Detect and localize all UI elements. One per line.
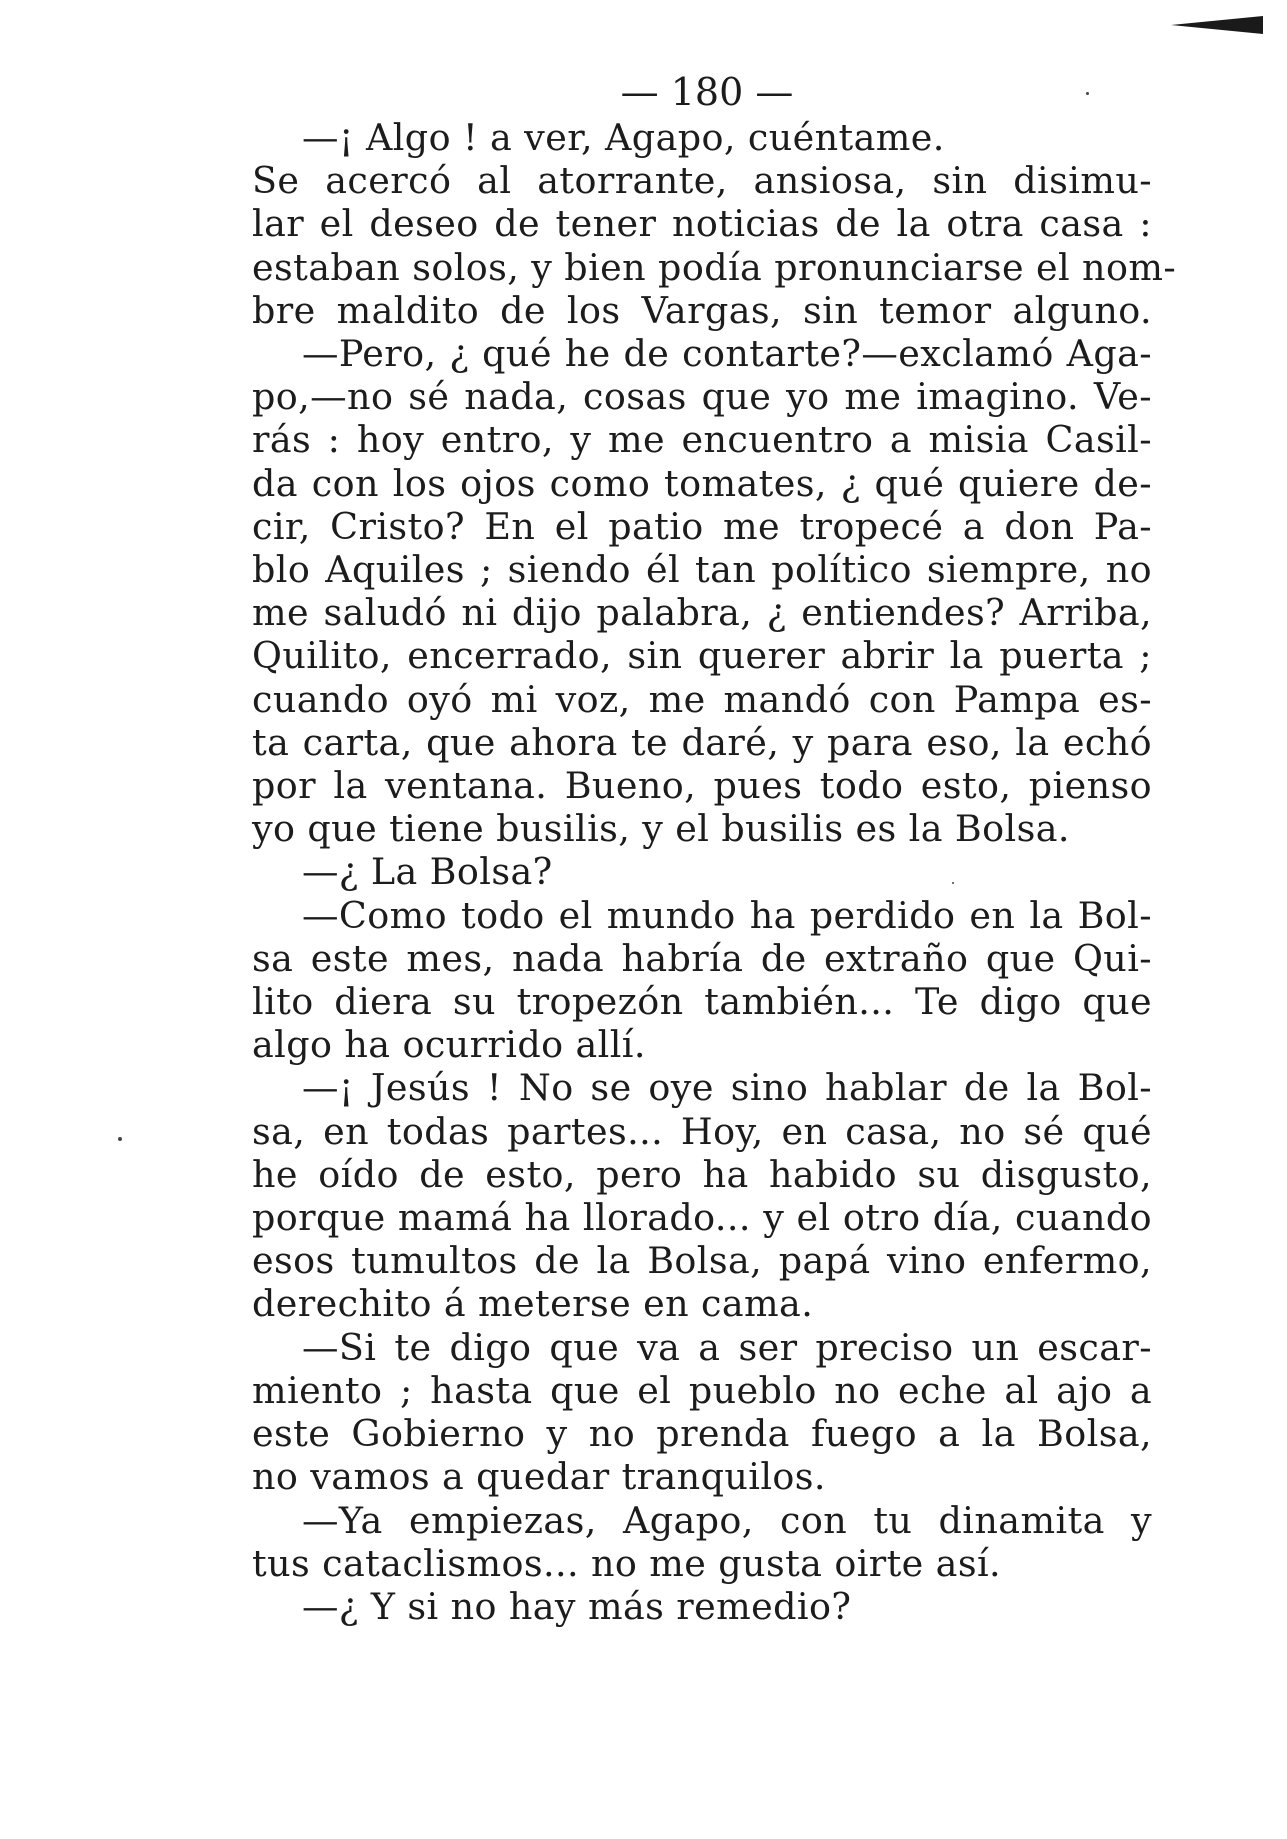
text-line: —¿ La Bolsa? — [302, 850, 553, 894]
text-line: miento ; hasta que el pueblo no eche al ajo a — [252, 1368, 1152, 1412]
text-line: cir, Cristo? En el patio me tropecé a don Pa- — [252, 504, 1152, 548]
page-corner-mark — [1171, 16, 1263, 34]
text-line: ta carta, que ahora te daré, y para eso, la echó — [252, 720, 1152, 764]
text-line: me saludó ni dijo palabra, ¿ entiendes? Arriba, — [252, 591, 1152, 635]
ink-speck — [952, 882, 954, 884]
text-line: rás : hoy entro, y me encuentro a misia Casil- — [252, 418, 1152, 462]
text-line: este Gobierno y no prenda fuego a la Bolsa, — [252, 1412, 1152, 1456]
text-line: sa este mes, nada habría de extraño que Qui- — [252, 936, 1152, 980]
text-line: —Ya empiezas, Agapo, con tu dinamita y — [302, 1498, 1152, 1542]
text-line: po,—no sé nada, cosas que yo me imagino. Ve- — [252, 375, 1152, 419]
text-line: lito diera su tropezón también... Te digo que — [252, 980, 1152, 1024]
text-line: no vamos a quedar tranquilos. — [252, 1455, 826, 1499]
page-text-body — [252, 116, 1177, 1628]
text-line: esos tumultos de la Bolsa, papá vino enfermo, — [252, 1239, 1152, 1283]
ink-speck — [1086, 92, 1089, 95]
text-line: cuando oyó mi voz, me mandó con Pampa es- — [252, 677, 1152, 721]
text-line: he oído de esto, pero ha habido su disgusto, — [252, 1152, 1152, 1196]
text-line: bre maldito de los Vargas, sin temor alguno. — [252, 288, 1152, 332]
text-line: algo ha ocurrido allí. — [252, 1023, 646, 1067]
ink-speck — [118, 1137, 122, 1141]
text-line: —Si te digo que va a ser preciso un escar- — [302, 1325, 1152, 1369]
text-line: derechito á meterse en cama. — [252, 1282, 814, 1326]
text-line: —¡ Algo ! a ver, Agapo, cuéntame. — [302, 116, 945, 159]
text-line: —Pero, ¿ qué he de contarte?—exclamó Aga- — [302, 332, 1152, 376]
page-number: — 180 — — [620, 70, 794, 114]
text-line: por la ventana. Bueno, pues todo esto, pienso — [252, 764, 1152, 808]
text-line: yo que tiene busilis, y el busilis es la Bolsa. — [252, 807, 1070, 851]
text-line: tus cataclismos... no me gusta oirte así. — [252, 1541, 1002, 1585]
book-page — [252, 70, 1177, 1628]
text-line: —¡ Jesús ! No se oye sino hablar de la Bol- — [302, 1066, 1152, 1110]
text-line: blo Aquiles ; siendo él tan político siempre, no — [252, 548, 1152, 592]
text-line: estaban solos, y bien podía pronunciarse el nom- — [252, 245, 1177, 289]
text-line: sa, en todas partes... Hoy, en casa, no sé qué — [252, 1109, 1152, 1153]
text-line: da con los ojos como tomates, ¿ qué quiere de- — [252, 461, 1152, 505]
text-line: —¿ Y si no hay más remedio? — [302, 1584, 852, 1628]
text-line: porque mamá ha llorado... y el otro día, cuando — [252, 1196, 1152, 1240]
text-line: Se acercó al atorrante, ansiosa, sin disimu- — [252, 159, 1152, 203]
text-line: Quilito, encerrado, sin querer abrir la puerta ; — [252, 634, 1152, 678]
text-line: —Como todo el mundo ha perdido en la Bol- — [302, 893, 1152, 937]
text-line: lar el deseo de tener noticias de la otra casa : — [252, 202, 1152, 246]
